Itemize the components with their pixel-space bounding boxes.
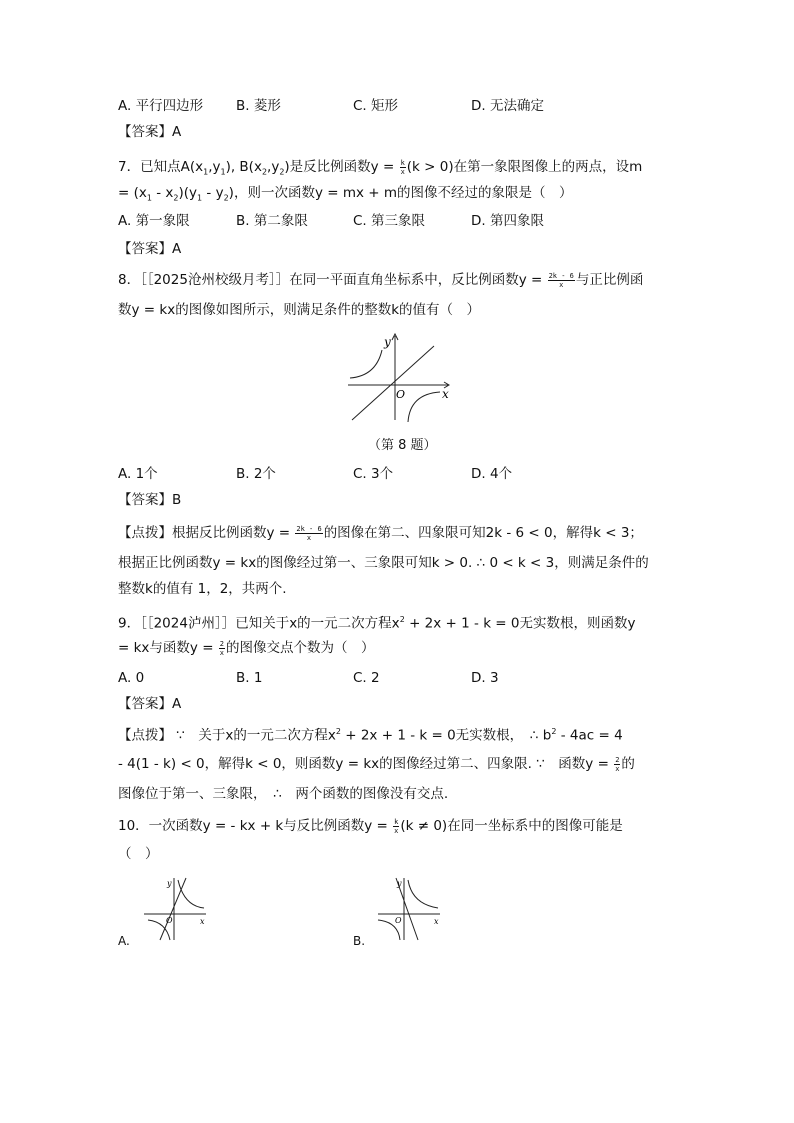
fraction: $\frac{2k - 6}{x}$	[296, 524, 322, 542]
q10-stem-line1: 10．一次函数y = - kx + k与反比例函数y = $\frac{k}{x}$ (k ≠ 0)在同一坐标系中的图像可能是	[118, 817, 623, 835]
q10-option-b-label: B.	[353, 934, 366, 948]
hyperbola-branch-q2	[350, 350, 382, 378]
hyperbola-branch-q4	[408, 392, 440, 422]
y-label: y	[384, 335, 391, 349]
fraction: $\frac{k}{x}$	[394, 817, 399, 835]
q7-option-b: B. 第二象限	[236, 213, 308, 229]
q7-option-a: A. 第一象限	[118, 213, 190, 229]
y-label: y	[397, 879, 402, 888]
q9-explain-line3: 图像位于第一、三象限， ∴ 两个函数的图像没有交点.	[118, 786, 449, 802]
q9-option-d: D. 3	[471, 670, 499, 686]
q9-explain-line2: - 4(1 - k) < 0，解得k < 0，则函数y = kx的图像经过第二、四象限. ∵ 函数y = $\frac{2}{x}$ 的	[118, 755, 635, 773]
q9-option-a: A. 0	[118, 670, 145, 686]
hyperbola-branch-q1	[178, 880, 204, 908]
fraction: $\frac{2}{x}$	[219, 639, 225, 657]
x-label: x	[200, 917, 205, 926]
q6-option-a: A. 平行四边形	[118, 98, 204, 114]
q7-stem-line2: = $(x_1 - x_2)(y_1 - y_2)$，则一次函数y = mx + m的图像不经过的象限是（ ）	[118, 185, 573, 203]
q6-answer: 【答案】A	[118, 124, 182, 140]
origin-label: O	[166, 916, 173, 925]
q9-explain-line1: 【点拨】 ∵ 关于x的一元二次方程$x^2 + 2x + 1 - k = 0$无实数根， ∴ $b^2 - 4ac = 4$	[118, 727, 623, 744]
q7-stem-line1: 7．已知点$A(x_1,y_1)$, $B(x_2,y_2)$是反比例函数y = $\frac{k}{x}$ (k > 0)在第一象限图像上的两点，设m	[118, 158, 643, 177]
q10-option-a-label: A.	[118, 934, 130, 948]
q6-option-d: D. 无法确定	[471, 98, 544, 114]
q8-explain-line1: 【点拨】根据反比例函数y = $\frac{2k - 6}{x}$ 的图像在第二、四象限可知2k - 6 < 0，解得k < 3；	[118, 524, 643, 542]
y-label: y	[167, 879, 172, 888]
hyperbola-branch-q1	[408, 880, 438, 908]
q8-stem-line2: 数y = kx的图像如图所示，则满足条件的整数k的值有（ ）	[118, 302, 481, 318]
q7-option-d: D. 第四象限	[471, 213, 544, 229]
proportional-line	[352, 346, 434, 420]
fraction: $\frac{k}{x}$	[400, 158, 405, 176]
q8-figure-caption: （第 8 题）	[368, 438, 437, 453]
q7-answer: 【答案】A	[118, 241, 182, 257]
q8-option-a: A. 1个	[118, 466, 158, 482]
x-label: x	[434, 917, 439, 926]
q9-option-c: C. 2	[353, 670, 380, 686]
q7-option-c: C. 第三象限	[353, 213, 426, 229]
fraction: $\frac{2}{x}$	[615, 755, 620, 773]
x-label: x	[442, 387, 449, 401]
q8-option-b: B. 2个	[236, 466, 276, 482]
q8-stem-line1: 8．［［2025沧州校级月考］］在同一平面直角坐标系中，反比例函数y = $\frac{2k - 6}{x}$ 与正比例函	[118, 271, 644, 289]
linear-function-line	[160, 878, 186, 940]
q6-option-c: C. 矩形	[353, 98, 399, 114]
q9-answer: 【答案】A	[118, 696, 182, 712]
q8-option-d: D. 4个	[471, 466, 513, 482]
q9-option-b: B. 1	[236, 670, 263, 686]
q10-figure-b	[374, 874, 444, 944]
q8-explain-line2: 根据正比例函数y = kx的图像经过第一、三象限可知k > 0. ∴ 0 < k < 3，则满足条件的	[118, 555, 649, 571]
fraction: $\frac{2k - 6}{x}$	[548, 271, 574, 289]
q8-answer: 【答案】B	[118, 492, 182, 508]
q10-stem-line2: （ ）	[118, 846, 159, 862]
q8-figure	[340, 328, 455, 426]
origin-label: O	[395, 916, 402, 925]
q8-explain-line3: 整数k的值有 1，2，共两个.	[118, 581, 287, 597]
q9-stem-line1: 9．［［2024泸州］］已知关于x的一元二次方程$x^2 + 2x + 1 - k = 0$无实数根，则函数y	[118, 615, 636, 632]
q8-option-c: C. 3个	[353, 466, 394, 482]
q9-stem-line2: = kx与函数y = $\frac{2}{x}$ 的图像交点个数为（ ）	[118, 639, 375, 657]
q10-figure-a	[140, 874, 210, 944]
q6-option-b: B. 菱形	[236, 98, 281, 114]
origin-label: O	[396, 388, 406, 401]
